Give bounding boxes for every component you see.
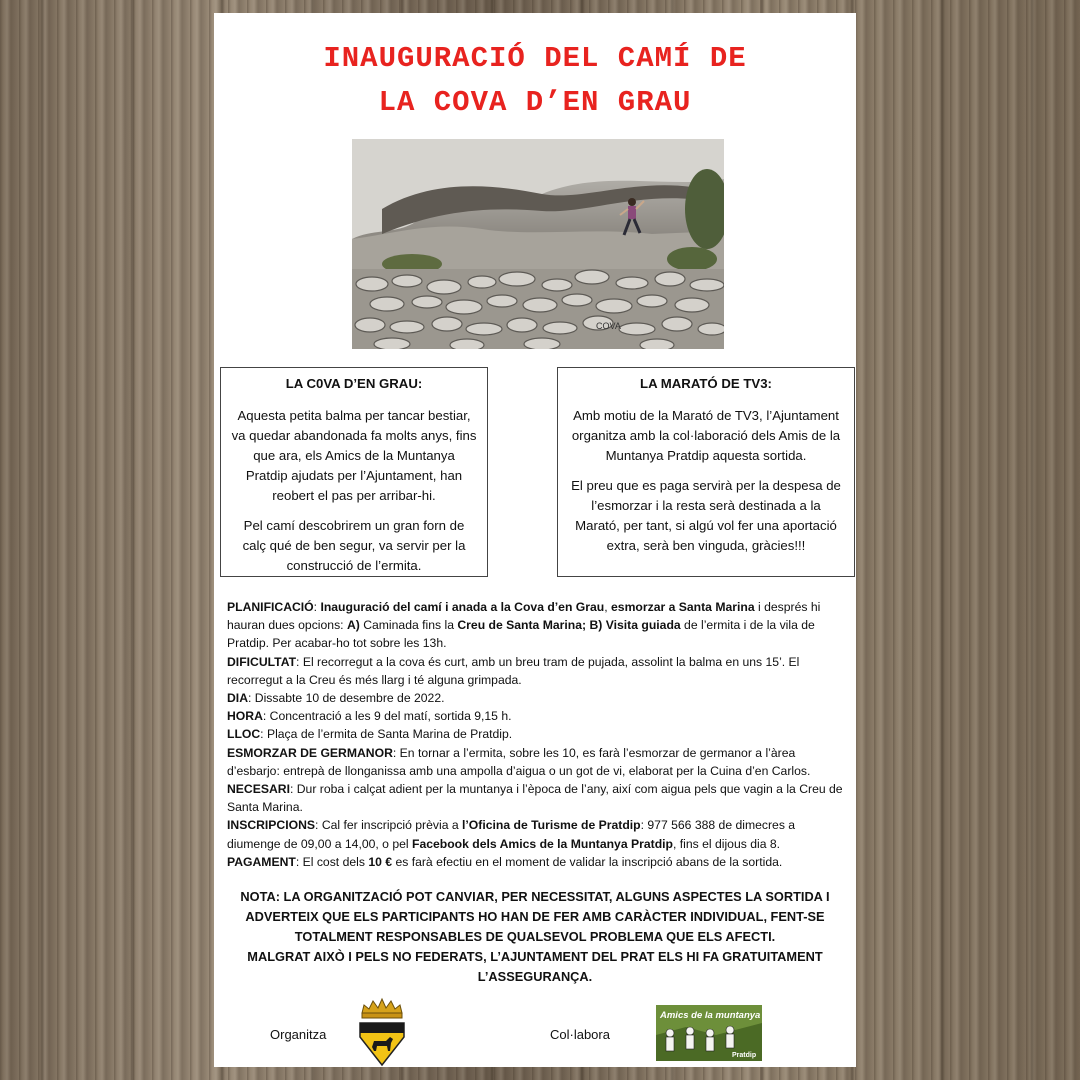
title-line-2: LA COVA D’EN GRAU [378,86,692,119]
dificultat-text: : El recorregut a la cova és curt, amb un breu tram de pujada, assolint la balma en uns 15’. El recorregut a la Creu és més llarg i té alguna grimpada. [227,654,800,687]
inscripcions-text-3: , fins el dijous dia 8. [672,836,781,851]
detail-planificacio [227,598,847,653]
planificacio-bold-5: Visita guiada [605,618,681,633]
dia-text: : Dissabte 10 de desembre de 2022. [248,691,445,706]
poster-title [214,37,856,125]
amics-muntanya-logo [656,1005,762,1061]
pagament-text-1: : El cost dels [295,854,369,869]
marato-paragraph-1: Amb motiu de la Marató de TV3, l’Ajuntament organitza amb la col·laboració dels Amis de la Muntanya Pratdip aquesta sortida. [571,408,841,463]
detail-pagament [227,853,847,871]
note-line-5: L’ASSEGURANÇA. [477,969,593,984]
planificacio-bold-2: esmorzar a Santa Marina [611,600,755,614]
dia-label: DIA [227,691,248,706]
town-coat-of-arms-icon [356,997,408,1067]
esmorzar-label: ESMORZAR DE GERMANOR [227,745,393,760]
detail-esmorzar [227,744,847,780]
planificacio-text-3: i després hi hauran dues opcions: [227,600,821,633]
detail-lloc [227,725,847,743]
hora-label: HORA [227,709,263,724]
cova-info-box [220,367,488,577]
cova-paragraph-2: Pel camí descobrirem un gran forn de calç qué de ben segur, va servir per la construcció de l’ermita. [242,518,466,573]
inscripcions-bold-1: l’Oficina de Turisme de Pratdip [462,818,641,833]
disclaimer-note [214,887,856,987]
planificacio-bold-3: A) [346,618,360,633]
necesari-text: : Dur roba i calçat adient per la muntanya i l’època de l’any, així com aigua pels que vagin a la Creu de Santa Marina. [227,782,843,815]
logo-subtitle: Pratdip [732,1052,757,1059]
poster [214,13,856,1067]
esmorzar-text: : En tornar a l’ermita, sobre les 10, es farà l’esmorzar de germanor a l’àrea d’esbarjo: entrepà de llonganissa amb una ampolla d’aigua o un got de vi, elaborat per la Cuina d’en Carlos. [227,745,811,778]
marato-paragraph-2: El preu que es paga servirà per la despesa de l’esmorzar i la resta serà destinada a la Marató, per tant, si algú vol fer una aportació extra, serà ben vinguda, gràcies!!! [571,478,841,553]
note-line-2: ADVERTEIX QUE ELS PARTICIPANTS HO HAN DE FER AMB CARÀCTER INDIVIDUAL, FENT-SE [245,909,825,924]
planificacio-text-1: : [313,600,321,614]
note-line-1: NOTA: LA ORGANITZACIÓ POT CANVIAR, PER NECESSITAT, ALGUNS ASPECTES LA SORTIDA I [240,889,830,904]
planificacio-text-6: de l’ermita i de la vila de Pratdip. Per acabar-ho tot sobre les 13h. [227,618,815,651]
cova-paragraph-1: Aquesta petita balma per tancar bestiar, va quedar abandonada fa molts anys, fins que ara, els Amics de la Muntanya Pratdip ajudats per l’Ajuntament, han reobert el pas per arribar-hi. [231,408,477,503]
lloc-text: : Plaça de l’ermita de Santa Marina de Pratdip. [260,727,513,742]
note-line-3: TOTALMENT RESPONSABLES DE QUALSEVOL PROBLEMA QUE ELS AFECTI. [294,929,776,944]
collabora-label: Col·labora [550,1027,610,1042]
planificacio-bold-1: Inauguració del camí i anada a la Cova d’en Grau [320,600,605,614]
inscripcions-text-1: : Cal fer inscripció prèvia a [315,818,463,833]
hora-text: : Concentració a les 9 del matí, sortida 9,15 h. [262,709,512,724]
cova-heading-colon: : [417,376,423,391]
cova-heading-text: LA C0VA D’EN GRAU [285,376,418,391]
pagament-price: 10 € [368,854,393,869]
planificacio-label: PLANIFICACIÓ [227,600,314,614]
inscripcions-bold-2: Facebook dels Amics de la Muntanya Pratdip [412,836,673,851]
inscripcions-text-2: : 977 566 388 de dimecres a diumenge de 09,00 a 14,00, o pel [227,818,796,851]
pagament-text-2: es farà efectiu en el moment de validar la inscripció abans de la sortida. [392,854,783,869]
detail-dia [227,689,847,707]
cova-box-heading [231,374,477,394]
logo-title: Amics de la muntanya [660,1010,761,1021]
marato-heading-text: LA MARATÓ DE TV3 [640,376,768,391]
note-line-4: MALGRAT AIXÒ I PELS NO FEDERATS, L’AJUNTAMENT DEL PRAT ELS HI FA GRATUITAMENT [247,949,823,964]
cave-photo [352,139,724,349]
pagament-label: PAGAMENT [227,854,296,869]
detail-dificultat [227,653,847,689]
planificacio-text-2: , [604,600,612,614]
lloc-label: LLOC [227,727,261,742]
title-line-1: INAUGURACIÓ DEL CAMÍ DE [323,42,747,75]
dificultat-label: DIFICULTAT [227,654,297,669]
marato-heading-colon: : [767,376,772,391]
event-details [227,598,847,871]
necesari-label: NECESARI [227,782,290,797]
detail-inscripcions [227,816,847,852]
planificacio-bold-4: Creu de Santa Marina; B) [457,618,603,633]
planificacio-text-4: Caminada fins la [359,618,458,633]
inscripcions-label: INSCRIPCIONS [227,818,316,833]
detail-necesari [227,780,847,816]
cave-inscription: COVA [596,321,621,331]
marato-info-box [557,367,855,577]
marato-box-heading [568,374,844,394]
organitza-label: Organitza [270,1027,327,1042]
detail-hora [227,707,847,725]
